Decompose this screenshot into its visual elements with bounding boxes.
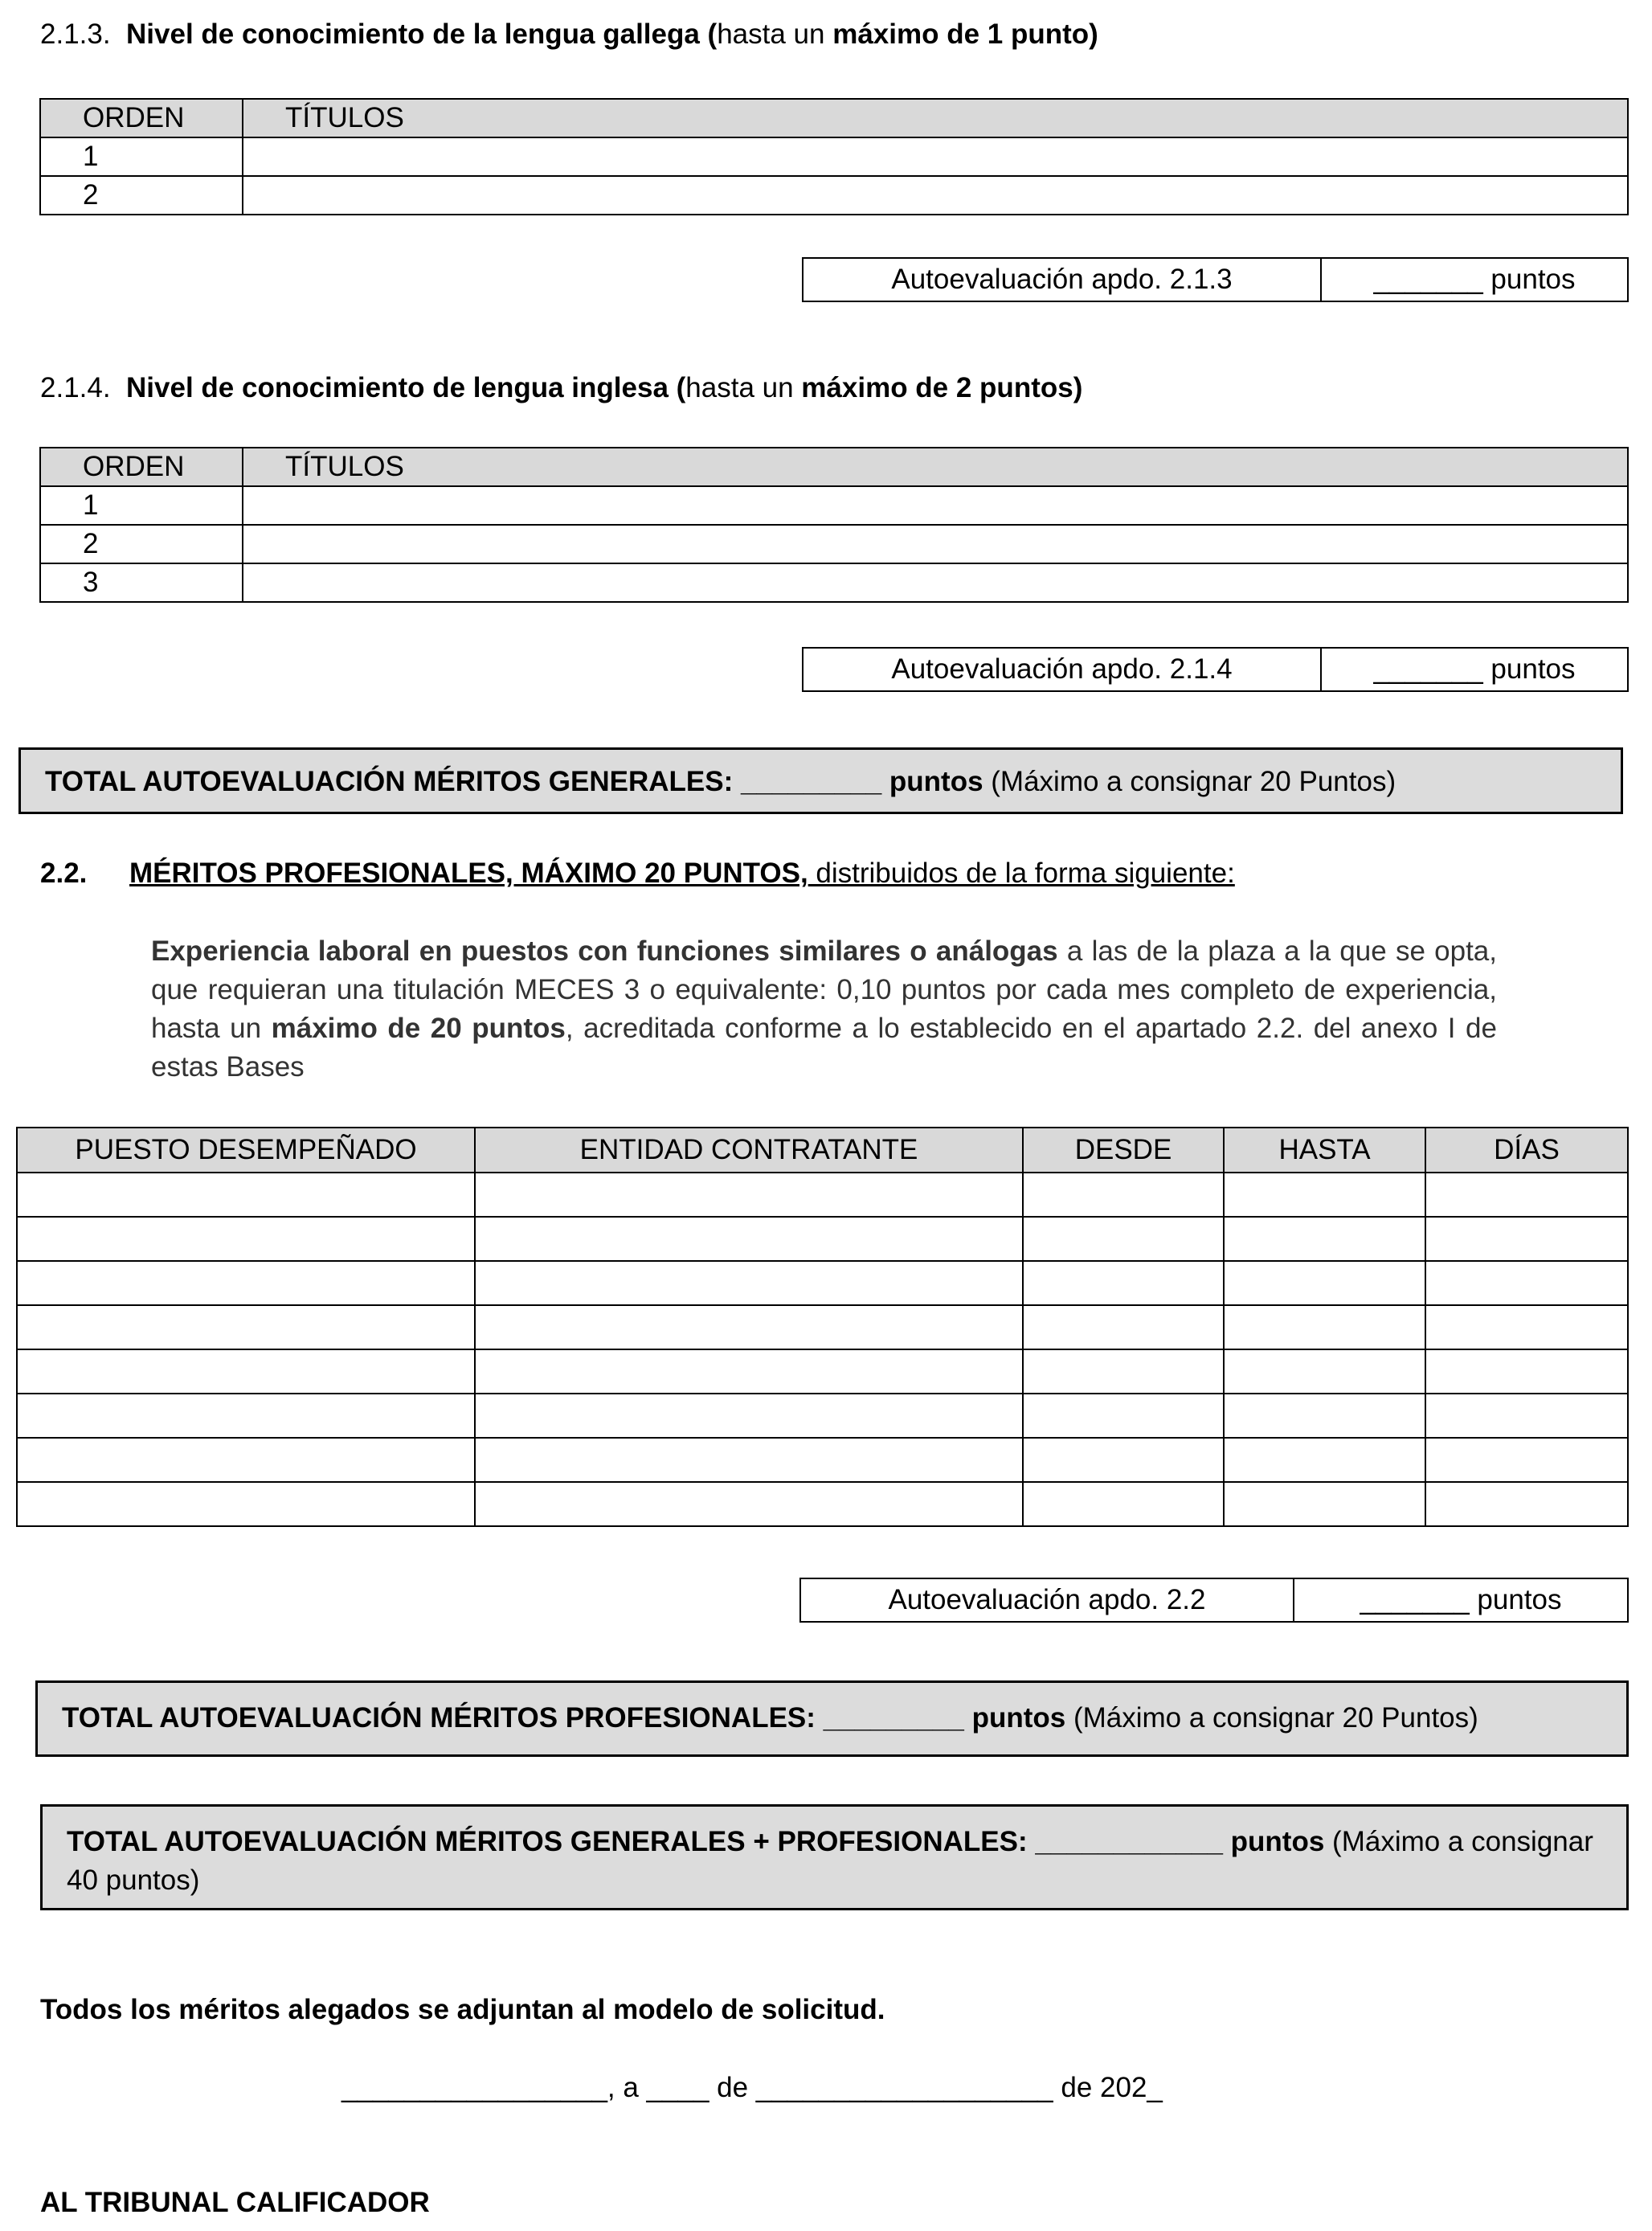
dias-cell[interactable] (1425, 1349, 1628, 1394)
entidad-cell[interactable] (475, 1349, 1023, 1394)
row-number: 1 (40, 486, 243, 525)
autoevaluacion-label: Autoevaluación apdo. 2.2 (801, 1579, 1294, 1621)
section-2-1-4-heading (40, 371, 1082, 405)
description-text-end: , acreditada conforme a lo establecido en el apartado 2.2. del anexo I de estas Bases (151, 1013, 1497, 1083)
total-generales-box (18, 747, 1623, 814)
col-dias: DÍAS (1425, 1128, 1628, 1173)
experience-table-body (17, 1173, 1628, 1526)
dias-cell[interactable] (1425, 1394, 1628, 1438)
dias-cell[interactable] (1425, 1261, 1628, 1305)
col-orden: ORDEN (40, 448, 243, 486)
puesto-cell[interactable] (17, 1305, 475, 1349)
autoevaluacion-value[interactable]: _______ puntos (1373, 264, 1576, 295)
description-text: a las de la plaza a la que se opta, que requieran una titulación MECES 3 o equivalente: 0,10 puntos por cada mes completo de experiencia, hasta un (151, 935, 1497, 1044)
total-generales-puntos: puntos (881, 766, 983, 797)
section-title-max: máximo de 1 punto) (832, 18, 1098, 50)
puesto-cell[interactable] (17, 1482, 475, 1526)
section-title: MÉRITOS PROFESIONALES, MÁXIMO 20 PUNTOS, (129, 858, 808, 889)
titulo-cell[interactable] (243, 176, 1628, 215)
total-profesionales-box (35, 1680, 1629, 1757)
col-titulos: TÍTULOS (243, 99, 1628, 137)
section-number: 2.1.4. (40, 372, 111, 403)
hasta-cell[interactable] (1224, 1261, 1425, 1305)
table-header-row (17, 1128, 1628, 1173)
desde-cell[interactable] (1023, 1438, 1224, 1482)
puesto-cell[interactable] (17, 1438, 475, 1482)
table-row (40, 525, 1628, 563)
table-row (17, 1349, 1628, 1394)
section-2-1-3-heading (40, 18, 1098, 51)
hasta-cell[interactable] (1224, 1394, 1425, 1438)
autoevaluacion-2-1-4 (802, 647, 1629, 692)
puesto-cell[interactable] (17, 1173, 475, 1217)
table-row (40, 137, 1628, 176)
col-puesto: PUESTO DESEMPEÑADO (17, 1128, 475, 1173)
desde-cell[interactable] (1023, 1261, 1224, 1305)
total-global-label: TOTAL AUTOEVALUACIÓN MÉRITOS GENERALES + PROFESIONALES: ____________ (67, 1826, 1223, 1857)
autoevaluacion-value[interactable]: _______ puntos (1373, 653, 1576, 685)
entidad-cell[interactable] (475, 1438, 1023, 1482)
section-title-mid: hasta un (717, 18, 833, 50)
table-row (17, 1305, 1628, 1349)
table-row (17, 1394, 1628, 1438)
dias-cell[interactable] (1425, 1482, 1628, 1526)
desde-cell[interactable] (1023, 1482, 1224, 1526)
entidad-cell[interactable] (475, 1394, 1023, 1438)
total-profesionales-label: TOTAL AUTOEVALUACIÓN MÉRITOS PROFESIONALES: _________ (62, 1702, 964, 1734)
titulo-cell[interactable] (243, 525, 1628, 563)
entidad-cell[interactable] (475, 1173, 1023, 1217)
desde-cell[interactable] (1023, 1173, 1224, 1217)
section-2-2-heading (40, 857, 1235, 890)
section-title: Nivel de conocimiento de la lengua gallega ( (126, 18, 718, 50)
table-2-1-4 (39, 447, 1629, 603)
autoevaluacion-2-2 (799, 1578, 1629, 1623)
table-row (17, 1217, 1628, 1261)
total-profesionales-puntos: puntos (963, 1702, 1066, 1734)
autoevaluacion-label: Autoevaluación apdo. 2.1.3 (804, 259, 1322, 301)
autoevaluacion-value[interactable]: _______ puntos (1360, 1584, 1562, 1615)
total-global-box (40, 1804, 1629, 1910)
experience-description (151, 932, 1497, 1087)
entidad-cell[interactable] (475, 1261, 1023, 1305)
col-orden: ORDEN (40, 99, 243, 137)
hasta-cell[interactable] (1224, 1482, 1425, 1526)
entidad-cell[interactable] (475, 1305, 1023, 1349)
table-row (17, 1438, 1628, 1482)
total-profesionales-note: (Máximo a consignar 20 Puntos) (1065, 1702, 1478, 1734)
total-generales-note: (Máximo a consignar 20 Puntos) (983, 766, 1396, 797)
dias-cell[interactable] (1425, 1217, 1628, 1261)
row-number: 2 (40, 176, 243, 215)
table-row (40, 486, 1628, 525)
autoevaluacion-label: Autoevaluación apdo. 2.1.4 (804, 649, 1322, 690)
titulo-cell[interactable] (243, 137, 1628, 176)
titulo-cell[interactable] (243, 563, 1628, 602)
hasta-cell[interactable] (1224, 1173, 1425, 1217)
dias-cell[interactable] (1425, 1173, 1628, 1217)
col-titulos: TÍTULOS (243, 448, 1628, 486)
dias-cell[interactable] (1425, 1305, 1628, 1349)
row-number: 1 (40, 137, 243, 176)
total-global-puntos: puntos (1222, 1826, 1325, 1857)
dias-cell[interactable] (1425, 1438, 1628, 1482)
date-line[interactable]: _________________, a ____ de ___________________ de 202_ (341, 2072, 1163, 2103)
section-number: 2.1.3. (40, 18, 111, 50)
table-row (17, 1261, 1628, 1305)
table-row (17, 1173, 1628, 1217)
description-max: máximo de 20 puntos (271, 1013, 566, 1044)
table-row (17, 1482, 1628, 1526)
section-number: 2.2. (40, 858, 88, 889)
hasta-cell[interactable] (1224, 1349, 1425, 1394)
table-row (40, 176, 1628, 215)
table-header-row (40, 448, 1628, 486)
desde-cell[interactable] (1023, 1217, 1224, 1261)
table-row (40, 563, 1628, 602)
desde-cell[interactable] (1023, 1349, 1224, 1394)
section-title: Nivel de conocimiento de lengua inglesa ( (126, 372, 686, 403)
total-generales-label: TOTAL AUTOEVALUACIÓN MÉRITOS GENERALES: _________ (45, 766, 882, 797)
hasta-cell[interactable] (1224, 1438, 1425, 1482)
col-entidad: ENTIDAD CONTRATANTE (475, 1128, 1023, 1173)
statement: Todos los méritos alegados se adjuntan al modelo de solicitud. (40, 1994, 885, 2025)
col-desde: DESDE (1023, 1128, 1224, 1173)
puesto-cell[interactable] (17, 1349, 475, 1394)
section-title-max: máximo de 2 puntos) (801, 372, 1083, 403)
puesto-cell[interactable] (17, 1394, 475, 1438)
autoevaluacion-2-1-3 (802, 257, 1629, 302)
puesto-cell[interactable] (17, 1261, 475, 1305)
titulo-cell[interactable] (243, 486, 1628, 525)
hasta-cell[interactable] (1224, 1217, 1425, 1261)
entidad-cell[interactable] (475, 1482, 1023, 1526)
addressee: AL TRIBUNAL CALIFICADOR (40, 2187, 430, 2218)
table-2-1-3 (39, 98, 1629, 215)
desde-cell[interactable] (1023, 1305, 1224, 1349)
row-number: 3 (40, 563, 243, 602)
total-global-note: (Máximo a consignar 40 puntos) (67, 1826, 1593, 1896)
section-title-mid: hasta un (685, 372, 802, 403)
hasta-cell[interactable] (1224, 1305, 1425, 1349)
description-bold: Experiencia laboral en puestos con funciones similares o análogas (151, 935, 1058, 967)
desde-cell[interactable] (1023, 1394, 1224, 1438)
entidad-cell[interactable] (475, 1217, 1023, 1261)
section-title-rest: distribuidos de la forma siguiente: (808, 858, 1235, 889)
table-header-row (40, 99, 1628, 137)
puesto-cell[interactable] (17, 1217, 475, 1261)
col-hasta: HASTA (1224, 1128, 1425, 1173)
experience-table (16, 1127, 1629, 1527)
row-number: 2 (40, 525, 243, 563)
